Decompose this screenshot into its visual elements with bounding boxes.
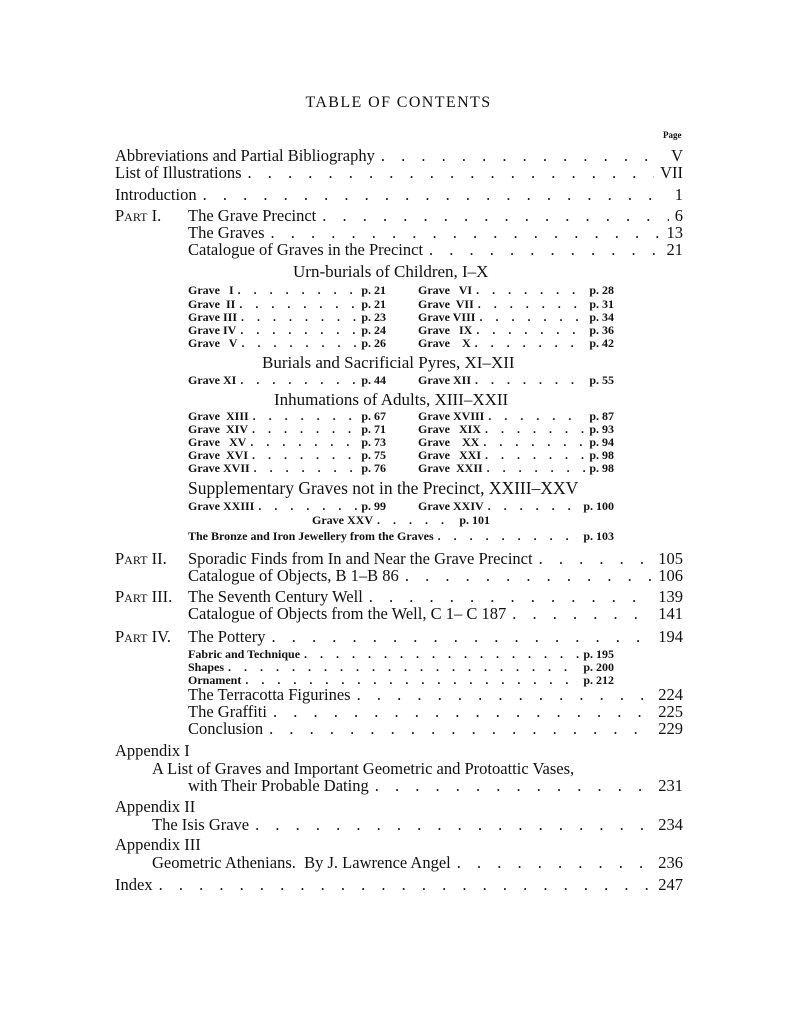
grave-entry[interactable]: Grave XII . . . p. 55 [418, 373, 614, 387]
toc-entry-small[interactable]: The Bronze and Iron Jewellery from the Graves . . . p. 103 [188, 529, 614, 543]
toc-entry[interactable]: The Seventh Century Well . . . 139 [188, 587, 683, 607]
section-heading: Supplementary Graves not in the Precinct, XXIII–XXV [188, 478, 579, 498]
section-heading: Urn-burials of Children, I–X [293, 262, 489, 281]
toc-entry[interactable]: The Graffiti . . . 225 [188, 702, 683, 722]
toc-entry[interactable]: Abbreviations and Partial Bibliography . . . V [115, 146, 683, 166]
grave-entry[interactable]: Grave XXV . . . p. 101 [312, 513, 490, 527]
grave-entry[interactable]: Grave XXI . . . p. 98 [418, 448, 614, 462]
appendix-label: Appendix II [115, 797, 196, 816]
grave-entry[interactable]: Grave IV . . . p. 24 [188, 323, 386, 337]
toc-entry[interactable]: Conclusion . . . 229 [188, 719, 683, 739]
grave-entry[interactable]: Grave VI . . . p. 28 [418, 283, 614, 297]
grave-entry[interactable]: Grave II . . . p. 21 [188, 297, 386, 311]
grave-entry[interactable]: Grave XXII . . . p. 98 [418, 461, 614, 475]
appendix-label: Appendix III [115, 835, 201, 854]
grave-entry[interactable]: Grave XVII . . . p. 76 [188, 461, 386, 475]
toc-entry-small[interactable]: Fabric and Technique . . . p. 195 [188, 647, 614, 661]
toc-entry[interactable]: Geometric Athenians. By J. Lawrence Angel . . . 236 [152, 853, 683, 873]
grave-entry[interactable]: Grave V . . . p. 26 [188, 336, 386, 350]
grave-entry[interactable]: Grave IX . . . p. 36 [418, 323, 614, 337]
grave-entry[interactable]: Grave XV . . . p. 73 [188, 435, 386, 449]
toc-entry[interactable]: The Graves . . . 13 [188, 223, 683, 243]
toc-entry[interactable]: Introduction . . . 1 [115, 185, 683, 205]
toc-entry[interactable]: with Their Probable Dating . . . 231 [188, 776, 683, 796]
grave-entry[interactable]: Grave XIII . . . p. 67 [188, 409, 386, 423]
grave-entry[interactable]: Grave XXIV . . . p. 100 [418, 499, 614, 513]
grave-entry[interactable]: Grave XX . . . p. 94 [418, 435, 614, 449]
toc-entry[interactable]: Sporadic Finds from In and Near the Grave Precinct . . . 105 [188, 549, 683, 569]
grave-entry[interactable]: Grave XXIII . . . p. 99 [188, 499, 386, 513]
grave-entry[interactable]: Grave VII . . . p. 31 [418, 297, 614, 311]
grave-entry[interactable]: Grave X . . . p. 42 [418, 336, 614, 350]
grave-entry[interactable]: Grave XIX . . . p. 93 [418, 422, 614, 436]
toc-entry-small[interactable]: Shapes . . . p. 200 [188, 660, 614, 674]
grave-entry[interactable]: Grave XI . . . p. 44 [188, 373, 386, 387]
section-heading: Inhumations of Adults, XIII–XXII [274, 390, 509, 409]
toc-entry[interactable]: Catalogue of Graves in the Precinct . . . 21 [188, 240, 683, 260]
grave-entry[interactable]: Grave VIII . . . p. 34 [418, 310, 614, 324]
grave-entry[interactable]: Grave XVI . . . p. 75 [188, 448, 386, 462]
toc-entry[interactable]: List of Illustrations . . . VII [115, 163, 683, 183]
part-label: Part III. [115, 587, 173, 606]
page-title: TABLE OF CONTENTS [305, 94, 492, 111]
toc-entry-small[interactable]: Ornament . . . p. 212 [188, 673, 614, 687]
part-label: Part II. [115, 549, 167, 568]
toc-entry[interactable]: Index . . . 247 [115, 875, 683, 895]
toc-entry[interactable]: The Terracotta Figurines . . . 224 [188, 685, 683, 705]
grave-entry[interactable]: Grave III . . . p. 23 [188, 310, 386, 324]
toc-entry[interactable]: The Pottery . . . 194 [188, 627, 683, 647]
toc-entry[interactable]: The Isis Grave . . . 234 [152, 815, 683, 835]
section-heading: Burials and Sacrificial Pyres, XI–XII [262, 353, 515, 372]
toc-entry[interactable]: Catalogue of Objects from the Well, C 1– C 187 . . . 141 [188, 604, 683, 624]
appendix-entry-line: A List of Graves and Important Geometric and Protoattic Vases, [152, 759, 575, 778]
part-label: Part IV. [115, 627, 171, 646]
toc-entry[interactable]: Catalogue of Objects, B 1–B 86 . . . 106 [188, 566, 683, 586]
page-column-header: Page [663, 130, 682, 140]
grave-entry[interactable]: Grave I . . . p. 21 [188, 283, 386, 297]
toc-entry[interactable]: The Grave Precinct . . . 6 [188, 206, 683, 226]
grave-entry[interactable]: Grave XVIII . . . p. 87 [418, 409, 614, 423]
grave-entry[interactable]: Grave XIV . . . p. 71 [188, 422, 386, 436]
part-label: Part I. [115, 206, 162, 225]
appendix-label: Appendix I [115, 741, 190, 760]
